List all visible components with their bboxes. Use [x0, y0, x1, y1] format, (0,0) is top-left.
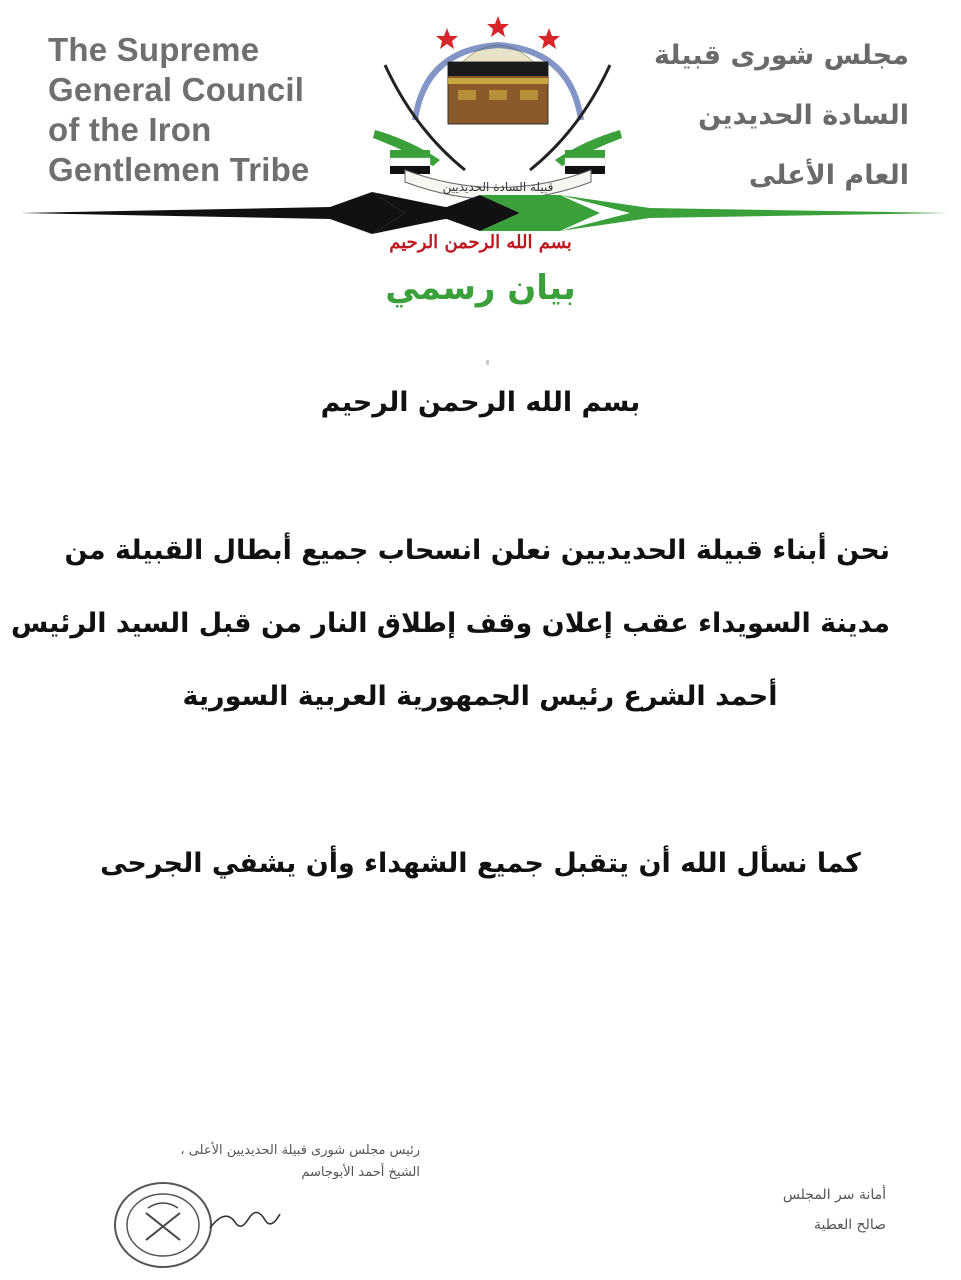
signature-block-secretary [706, 1180, 886, 1240]
body-line: أحمد الشرع رئيس الجمهورية العربية السورية [182, 681, 778, 712]
header-arabic-line: السادة الحديدين [698, 100, 909, 131]
statement-title: بيان رسمي [385, 268, 576, 308]
header-english-line: General Council [48, 71, 305, 108]
tribe-emblem-logo [355, 10, 640, 200]
secretary-name: صالح العطية [813, 1217, 886, 1233]
star-icon [538, 28, 560, 49]
prayer-line: كما نسأل الله أن يتقبل جميع الشهداء وأن يشفي الجرحى [100, 848, 861, 879]
emblem-banner-text: قبيلة السادة الحديديين [442, 180, 554, 194]
body-line: مدينة السويداء عقب إعلان وقف إطلاق النار من قبل السيد الرئيس [11, 608, 890, 639]
secretary-title: أمانة سر المجلس [782, 1187, 886, 1203]
body-line: نحن أبناء قبيلة الحديديين نعلن انسحاب جميع أبطال القبيلة من [64, 535, 890, 566]
header-english-line: of the Iron [48, 111, 212, 148]
basmala-heading: بسم الله الرحمن الرحيم [320, 387, 641, 418]
header-arabic-line: العام الأعلى [748, 160, 909, 191]
header-english-line: The Supreme [48, 31, 260, 68]
header-english-line: Gentlemen Tribe [48, 151, 310, 188]
header-english [48, 30, 368, 190]
small-basmala: بسم الله الرحمن الرحيم [389, 232, 572, 253]
official-stamp-seal [108, 1178, 218, 1273]
scan-mark [486, 360, 489, 365]
chairman-name: الشيخ أحمد الأبوجاسم [301, 1165, 420, 1180]
header-arabic [649, 26, 909, 206]
star-icon [436, 28, 458, 49]
header-arabic-line: مجلس شورى قبيلة [653, 40, 909, 71]
handwritten-signature [205, 1200, 285, 1240]
statement-body [11, 514, 890, 733]
star-icon [487, 16, 509, 37]
chairman-title: رئيس مجلس شورى قبيلة الحديديين الأعلى ، [180, 1143, 420, 1158]
